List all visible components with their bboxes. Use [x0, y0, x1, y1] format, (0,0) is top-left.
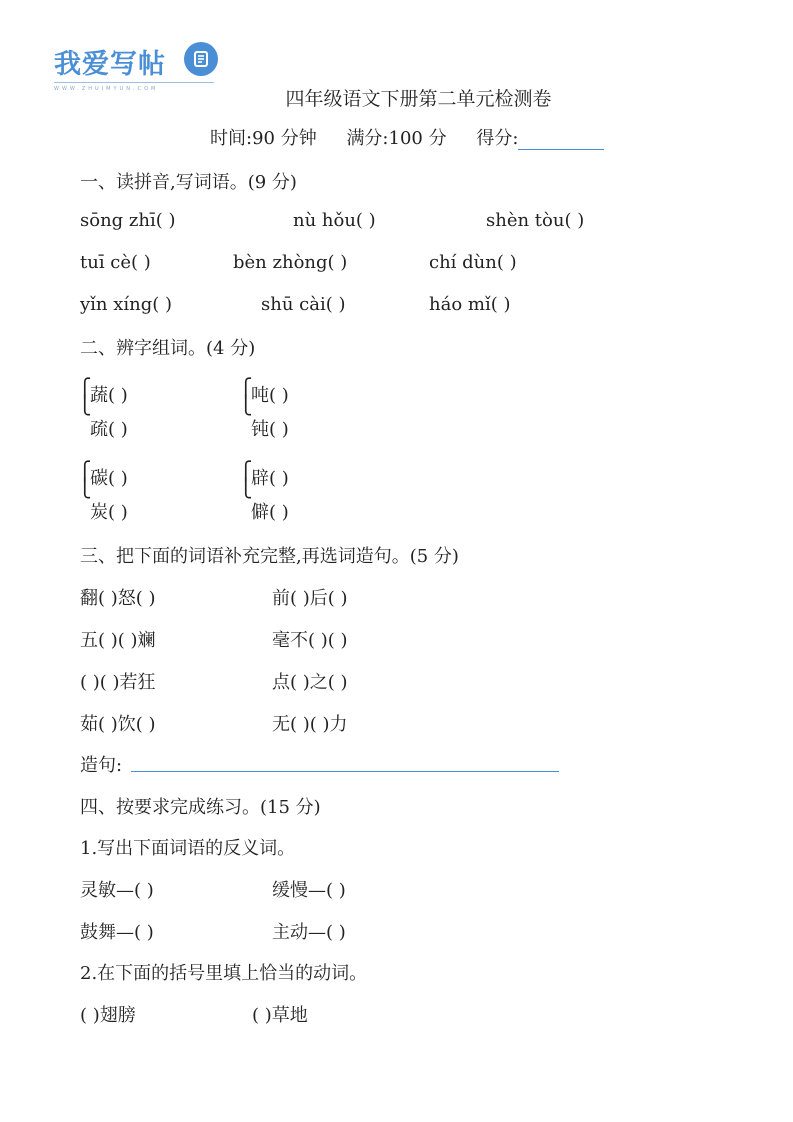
- idiom-item[interactable]: 毫不( )( ): [272, 630, 348, 651]
- char-pair-item[interactable]: 蔬( ): [90, 385, 128, 406]
- score-label: 得分:: [476, 128, 519, 149]
- sentence-answer-line[interactable]: [131, 771, 559, 772]
- logo-divider: [54, 82, 214, 83]
- pinyin-item[interactable]: shèn tòu( ): [486, 210, 585, 231]
- char-pair-item[interactable]: 僻( ): [251, 502, 289, 523]
- question-2: 2.在下面的括号里填上恰当的动词。: [80, 963, 368, 984]
- pinyin-item[interactable]: háo mǐ( ): [429, 294, 511, 315]
- idiom-item[interactable]: 茹( )饮( ): [80, 714, 156, 735]
- char-pair-item[interactable]: 吨( ): [251, 385, 289, 406]
- antonym-item[interactable]: 主动—( ): [272, 922, 346, 943]
- section4-heading: 四、按要求完成练习。(15 分): [80, 797, 321, 818]
- brace-icon: ⎧ ⎩: [239, 378, 253, 416]
- logo-text: 我爱写帖: [54, 49, 166, 80]
- char-pair-item[interactable]: 辟( ): [251, 468, 289, 489]
- sentence-label: 造句:: [80, 755, 123, 776]
- section3-heading: 三、把下面的词语补充完整,再选词造句。(5 分): [80, 546, 459, 567]
- verb-item[interactable]: ( )草地: [252, 1005, 308, 1026]
- char-pair-item[interactable]: 钝( ): [251, 419, 289, 440]
- verb-item[interactable]: ( )翅膀: [80, 1005, 136, 1026]
- pinyin-item[interactable]: shū cài( ): [261, 294, 346, 315]
- brace-icon: ⎧ ⎩: [239, 461, 253, 499]
- question-1: 1.写出下面词语的反义词。: [80, 838, 296, 859]
- idiom-item[interactable]: 点( )之( ): [272, 672, 348, 693]
- idiom-item[interactable]: 无( )( )力: [272, 714, 348, 735]
- page-title: 四年级语文下册第二单元检测卷: [285, 88, 552, 110]
- pinyin-item[interactable]: tuī cè( ): [80, 252, 151, 273]
- time-limit: 时间:90 分钟: [210, 128, 317, 149]
- antonym-item[interactable]: 缓慢—( ): [272, 880, 346, 901]
- antonym-item[interactable]: 灵敏—( ): [80, 880, 154, 901]
- idiom-item[interactable]: 翻( )怒( ): [80, 588, 156, 609]
- score-blank[interactable]: [518, 129, 604, 150]
- pinyin-item[interactable]: bèn zhòng( ): [233, 252, 348, 273]
- idiom-item[interactable]: 五( )( )斓: [80, 630, 156, 651]
- char-pair-item[interactable]: 炭( ): [90, 502, 128, 523]
- full-score: 满分:100 分: [346, 128, 447, 149]
- exam-info: [210, 124, 604, 150]
- brace-icon: ⎧ ⎩: [78, 378, 92, 416]
- antonym-item[interactable]: 鼓舞—( ): [80, 922, 154, 943]
- char-pair-item[interactable]: 碳( ): [90, 468, 128, 489]
- pinyin-item[interactable]: sōng zhī( ): [80, 210, 176, 231]
- pinyin-item[interactable]: chí dùn( ): [429, 252, 517, 273]
- section2-heading: 二、辨字组词。(4 分): [80, 338, 256, 359]
- idiom-item[interactable]: 前( )后( ): [272, 588, 348, 609]
- logo-url: WWW.ZHUIMYUN.COM: [54, 86, 159, 92]
- brace-icon: ⎧ ⎩: [78, 461, 92, 499]
- pinyin-item[interactable]: nù hǒu( ): [293, 210, 376, 231]
- section1-heading: 一、读拼音,写词语。(9 分): [80, 172, 297, 193]
- logo-badge-icon: [184, 42, 218, 76]
- idiom-item[interactable]: ( )( )若狂: [80, 672, 156, 693]
- pinyin-item[interactable]: yǐn xíng( ): [80, 294, 173, 315]
- char-pair-item[interactable]: 疏( ): [90, 419, 128, 440]
